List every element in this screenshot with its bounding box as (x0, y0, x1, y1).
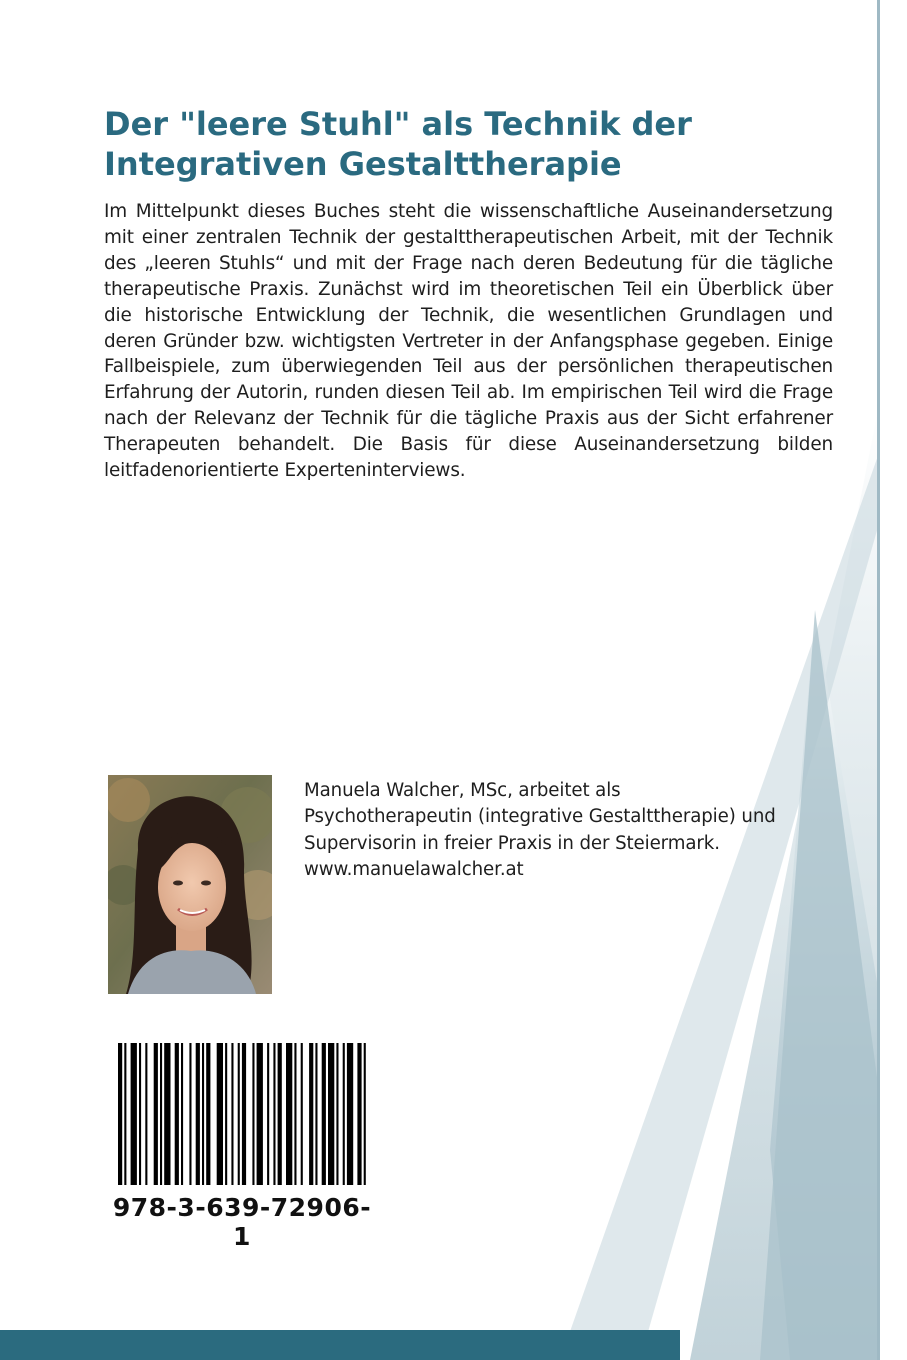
book-blurb: Im Mittelpunkt dieses Buches steht die wissenschaftliche Auseinandersetzung mit einer zentralen Technik der gestalttherapeutischen Arbeit, mit der Technik des „leeren Stuhls“ und mit der Frage nach deren Bedeutung für die tägliche therapeutische Praxis. Zunächst wird im theoretischen Teil ein Überblick über die historische Entwicklung der Technik, die wesentlichen Grundlagen und deren Gründer bzw. wichtigsten Vertreter in der Anfangsphase gegeben. Einige Fallbeispiele, zum überwiegenden Teil aus der persönlichen therapeutischen Erfahrung der Autorin, runden diesen Teil ab. Im empirischen Teil wird die Frage nach der Relevanz der Technik für die tägliche Praxis aus der Sicht erfahrener Therapeuten behandelt. Die Basis für diese Auseinandersetzung bilden leitfadenorientierte Experteninterviews. (104, 201, 833, 482)
author-bio-line: Psychotherapeutin (integrative Gestalttherapie) und (304, 806, 776, 828)
barcode-bar (315, 1043, 317, 1185)
barcode-bar (267, 1043, 269, 1185)
barcode-bar (175, 1043, 179, 1185)
author-photo (108, 775, 272, 994)
barcode-bar (217, 1043, 223, 1185)
barcode-bar (238, 1043, 240, 1185)
barcode-bar (202, 1043, 204, 1185)
barcode-bar (189, 1043, 191, 1185)
author-bio (304, 778, 844, 884)
barcode-bar (196, 1043, 200, 1185)
barcode-bar (322, 1043, 326, 1185)
barcode-bar (328, 1043, 334, 1185)
barcode-bar (364, 1043, 366, 1185)
barcode-bar (118, 1043, 122, 1185)
barcode-bar (145, 1043, 147, 1185)
right-edge-rule (877, 0, 880, 1360)
barcode-bars (104, 1035, 380, 1185)
barcode-bar (301, 1043, 303, 1185)
book-title: Der "leere Stuhl" als Technik der Integrativen Gestalttherapie (104, 105, 692, 183)
bottom-accent-bar (0, 1330, 680, 1360)
barcode-bar (273, 1043, 275, 1185)
barcode-bar (347, 1043, 353, 1185)
barcode-bar (294, 1043, 296, 1185)
barcode-bar (286, 1043, 292, 1185)
barcode-bar (252, 1043, 254, 1185)
barcode-bar (225, 1043, 227, 1185)
barcode-bar (242, 1043, 246, 1185)
author-bio-line: Supervisorin in freier Praxis in der Steiermark. (304, 832, 720, 854)
barcode-bar (154, 1043, 158, 1185)
barcode-bar (160, 1043, 162, 1185)
barcode-bar (206, 1043, 210, 1185)
barcode-bar (164, 1043, 170, 1185)
barcode-bar (357, 1043, 361, 1185)
barcode-bar (124, 1043, 126, 1185)
barcode-bar (309, 1043, 313, 1185)
barcode-bar (257, 1043, 263, 1185)
author-website[interactable]: www.manuelawalcher.at (304, 859, 524, 881)
barcode-bar (181, 1043, 183, 1185)
barcode-bar (231, 1043, 233, 1185)
barcode-bar (131, 1043, 137, 1185)
isbn-number: 978-3-639-72906-1 (112, 1193, 372, 1251)
author-bio-line: Manuela Walcher, MSc, arbeitet als (304, 780, 621, 801)
barcode-bar (139, 1043, 141, 1185)
barcode-bar (343, 1043, 345, 1185)
barcode-bar (336, 1043, 338, 1185)
barcode-bar (278, 1043, 282, 1185)
